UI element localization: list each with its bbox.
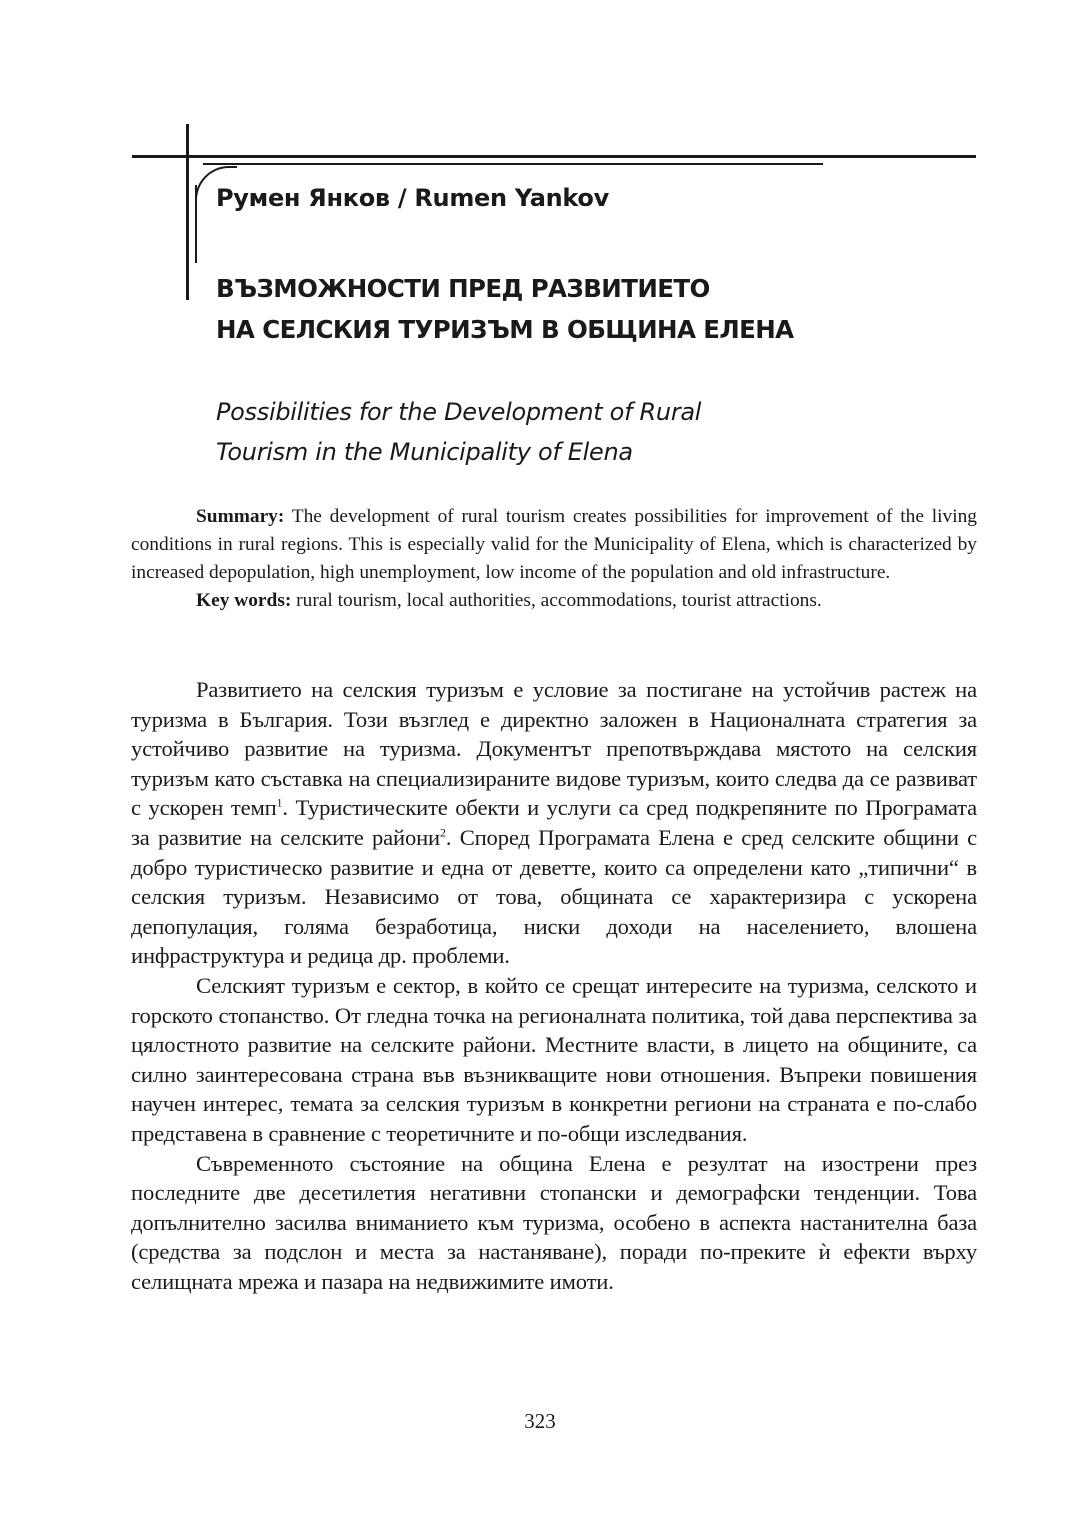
- footnote-ref-1[interactable]: 1: [276, 795, 283, 810]
- summary-text: The development of rural tourism creates possibilities for improvement of the living conditions in rural regions. This is especially valid for the Municipality of Elena, which is characterized by increased depopulation, high unemployment, low income of the population and old infrastructure.: [131, 506, 977, 583]
- footnote-ref-2[interactable]: 2: [440, 825, 446, 840]
- body-paragraph-1-part-a: Развитието на селския туризъм е условие за постигане на устойчив растеж на туризма в България. Този възглед е директно заложен в Националната стратегия за устойчиво развитие на туризма. Документът препотвърждава мястото на селския туризъм като съставка на специализираните видове туризъм, които следва да се развиват с ускорен темп: [131, 677, 977, 821]
- header-rule-short: [203, 163, 823, 165]
- summary-paragraph: [131, 503, 977, 587]
- keywords-text: rural tourism, local authorities, accommodations, tourist attractions.: [291, 590, 822, 611]
- header-rule-long: [132, 155, 976, 158]
- article-title-bg: [216, 268, 794, 350]
- keywords-paragraph: [131, 587, 977, 615]
- page-number: 323: [524, 1409, 556, 1433]
- author-name: Румен Янков / Rumen Yankov: [216, 184, 609, 212]
- body-paragraph-1-part-c: . Според Програмата Елена е сред селските общини с добро туристическо развитие и една от деветте, които са определени като „типични“ в селския туризъм. Независимо от това, общината се характеризира с ускорена депопулация, голяма безработица, ниски доходи на населението, влошена инфраструктура и редица др. проблеми.: [131, 824, 977, 969]
- article-body: [131, 675, 977, 1296]
- summary-label: Summary:: [196, 506, 285, 527]
- article-title-en: [216, 392, 701, 472]
- keywords-label: Key words:: [196, 590, 292, 611]
- title-bg-line-2: НА СЕЛСКИЯ ТУРИЗЪМ В ОБЩИНА ЕЛЕНА: [216, 315, 794, 344]
- body-paragraph-1-part-b: . Туристическите обекти и услуги са сред подкрепяните по Програмата за развитие на селските райони: [131, 795, 977, 850]
- abstract: [131, 503, 977, 615]
- title-en-line-1: Possibilities for the Development of Rural: [216, 398, 702, 426]
- header-vertical-rule-thin: [195, 185, 197, 263]
- title-bg-line-1: ВЪЗМОЖНОСТИ ПРЕД РАЗВИТИЕТО: [216, 274, 710, 303]
- body-paragraph-2: Селският туризъм е сектор, в който се срещат интересите на туризма, селското и горското стопанство. От гледна точка на регионалната политика, той дава перспектива за цялостното развитие на селските райони. Местните власти, в лицето на общините, са силно заинтересована страна във възникващите нови отношения. Въпреки повишения научен интерес, темата за селския туризъм в конкретни региони на страната е по-слабо представена в сравнение с теоретичните и по-общи изследвания.: [131, 972, 977, 1146]
- title-en-line-2: Tourism in the Municipality of Elena: [216, 438, 633, 466]
- body-paragraph-1: [131, 675, 977, 971]
- header-vertical-rule: [186, 124, 189, 300]
- body-paragraph-3: Съвременното състояние на община Елена е резултат на изострени през последните две десетилетия негативни стопански и демографски тенденции. Това допълнително засилва вниманието към туризма, особено в аспекта настанителна база (средства за подслон и места за настаняване), поради по-преките ѝ ефекти върху селищната мрежа и пазара на недвижимите имоти.: [131, 1150, 977, 1294]
